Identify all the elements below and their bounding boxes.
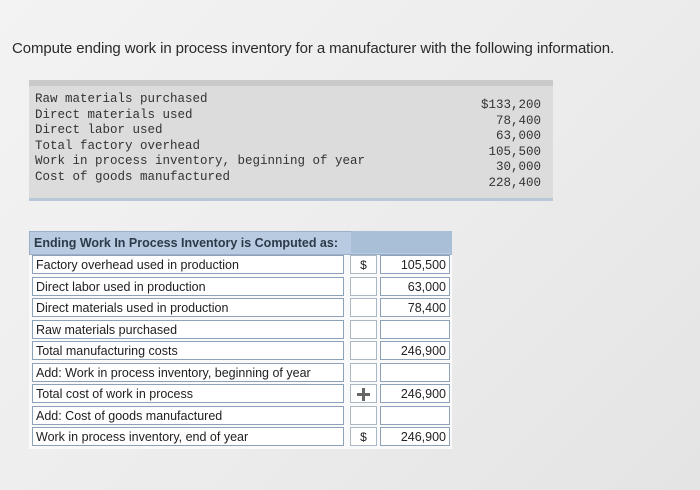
amount-input[interactable] [380,320,450,339]
given-information-box [29,80,553,201]
info-value: 30,000 [495,160,541,175]
info-value: 105,500 [488,144,541,159]
row-label-dropdown[interactable]: Raw materials purchased [32,320,344,339]
info-label: Cost of goods manufactured [35,169,231,184]
amount-input[interactable] [380,406,450,425]
dollar-sign [350,298,377,317]
amount-input[interactable]: 246,900 [380,384,450,403]
table-row [29,277,452,299]
info-label: Total factory overhead [35,138,201,153]
dollar-sign [350,277,377,296]
info-top-bar [29,80,553,86]
dollar-sign [350,320,377,339]
info-value: $133,200 [480,98,541,112]
amount-input[interactable]: 105,500 [380,255,450,274]
dollar-cell-with-cursor [350,384,377,403]
amount-input[interactable]: 246,900 [380,427,450,446]
amount-input[interactable]: 63,000 [380,277,450,296]
info-label: Direct materials used [35,107,193,122]
info-label: Direct labor used [35,123,163,138]
table-row [29,406,452,428]
row-label-dropdown[interactable]: Total cost of work in process [32,384,344,403]
info-value: 228,400 [488,175,541,190]
amount-input[interactable]: 246,900 [380,341,450,360]
row-label-dropdown[interactable]: Direct materials used in production [32,298,344,317]
info-value: 63,000 [495,129,541,144]
table-row [29,384,452,406]
table-header: Ending Work In Process Inventory is Computed as: [29,231,452,255]
table-row [29,341,452,363]
dollar-sign [350,406,377,425]
row-label-dropdown[interactable]: Direct labor used in production [32,277,344,296]
info-label: Work in process inventory, beginning of year [35,154,366,169]
info-value: 78,400 [495,113,541,128]
computation-table [29,231,452,449]
dollar-sign: $ [350,427,377,446]
info-values [481,98,541,192]
table-row [29,298,452,320]
table-header-extension [351,231,452,253]
row-label-dropdown[interactable]: Add: Work in process inventory, beginning of year [32,363,344,382]
info-labels [35,92,365,186]
table-row [29,427,452,449]
dollar-sign [350,341,377,360]
table-row [29,255,452,277]
row-label-dropdown[interactable]: Work in process inventory, end of year [32,427,344,446]
row-label-dropdown[interactable]: Factory overhead used in production [32,255,344,274]
amount-input[interactable]: 78,400 [380,298,450,317]
table-row [29,320,452,342]
question-text: Compute ending work in process inventory for a manufacturer with the following information. [12,40,615,57]
row-label-dropdown[interactable]: Total manufacturing costs [32,341,344,360]
move-cursor-icon [357,388,370,401]
info-label: Raw materials purchased [35,92,208,106]
row-label-dropdown[interactable]: Add: Cost of goods manufactured [32,406,344,425]
dollar-sign: $ [350,255,377,274]
table-row [29,363,452,385]
dollar-sign [350,363,377,382]
amount-input[interactable] [380,363,450,382]
